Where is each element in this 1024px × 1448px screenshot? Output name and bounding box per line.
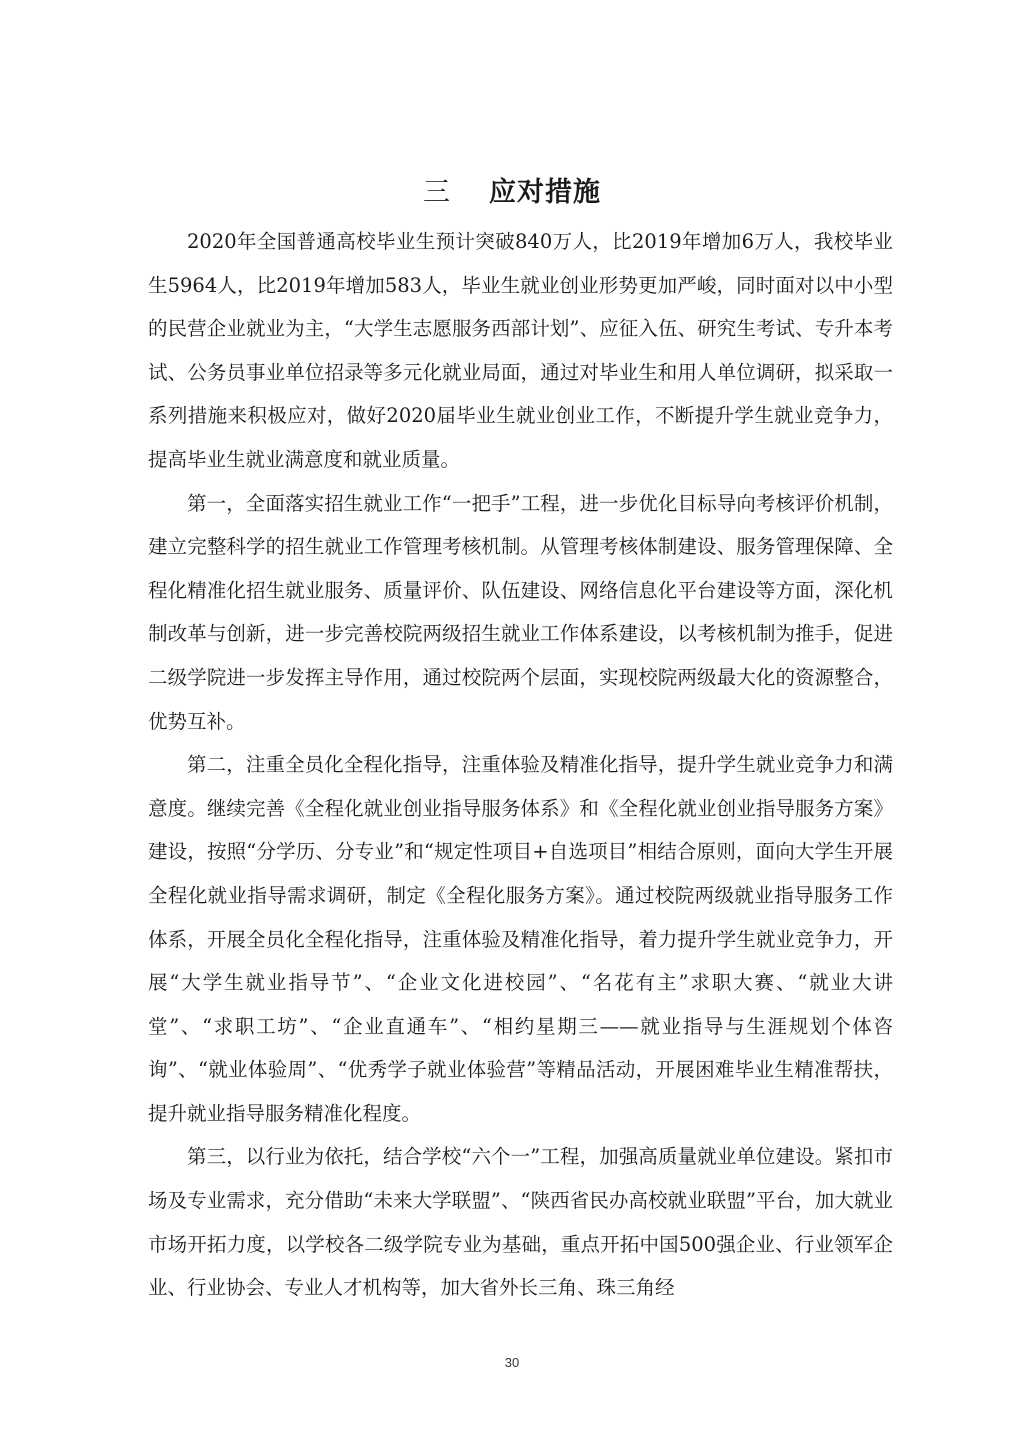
section-heading bbox=[0, 170, 1024, 216]
paragraph-intro: 2020年全国普通高校毕业生预计突破840万人，比2019年增加6万人，我校毕业生5964人，比2019年增加583人，毕业生就业创业形势更加严峻，同时面对以中小型的民营企业就业为主，“大学生志愿服务西部计划”、应征入伍、研究生考试、专升本考试、公务员事业单位招录等多元化就业局面，通过对毕业生和用人单位调研，拟采取一系列措施来积极应对，做好2020届毕业生就业创业工作，不断提升学生就业竞争力，提高毕业生就业满意度和就业质量。 bbox=[148, 230, 893, 471]
paragraph-second-measure: 第二，注重全员化全程化指导，注重体验及精准化指导，提升学生就业竞争力和满意度。继续完善《全程化就业创业指导服务体系》和《全程化就业创业指导服务方案》建设，按照“分学历、分专业”和“规定性项目+自选项目”相结合原则，面向大学生开展全程化就业指导需求调研，制定《全程化服务方案》。通过校院两级就业指导服务工作体系，开展全员化全程化指导，注重体验及精准化指导，着力提升学生就业竞争力，开展“大学生就业指导节”、“企业文化进校园”、“名花有主”求职大赛、“就业大讲堂”、“求职工坊”、“企业直通车”、“相约星期三——就业指导与生涯规划个体咨询”、“就业体验周”、“优秀学子就业体验营”等精品活动，开展困难毕业生精准帮扶，提升就业指导服务精准化程度。 bbox=[148, 753, 893, 1125]
section-title: 应对措施 bbox=[489, 177, 601, 208]
paragraph-first-measure: 第一，全面落实招生就业工作“一把手”工程，进一步优化目标导向考核评价机制，建立完整科学的招生就业工作管理考核机制。从管理考核体制建设、服务管理保障、全程化精准化招生就业服务、质量评价、队伍建设、网络信息化平台建设等方面，深化机制改革与创新，进一步完善校院两级招生就业工作体系建设，以考核机制为推手，促进二级学院进一步发挥主导作用，通过校院两个层面，实现校院两级最大化的资源整合，优势互补。 bbox=[148, 491, 893, 733]
page-number: 30 bbox=[504, 1355, 520, 1370]
section-number: 三 bbox=[423, 177, 451, 208]
body-text bbox=[148, 220, 893, 1310]
paragraph-third-measure: 第三，以行业为依托，结合学校“六个一”工程，加强高质量就业单位建设。紧扣市场及专业需求，充分借助“未来大学联盟”、“陕西省民办高校就业联盟”平台，加大就业市场开拓力度，以学校各二级学院专业为基础，重点开拓中国500强企业、行业领军企业、行业协会、专业人才机构等，加大省外长三角、珠三角经 bbox=[148, 1145, 893, 1300]
